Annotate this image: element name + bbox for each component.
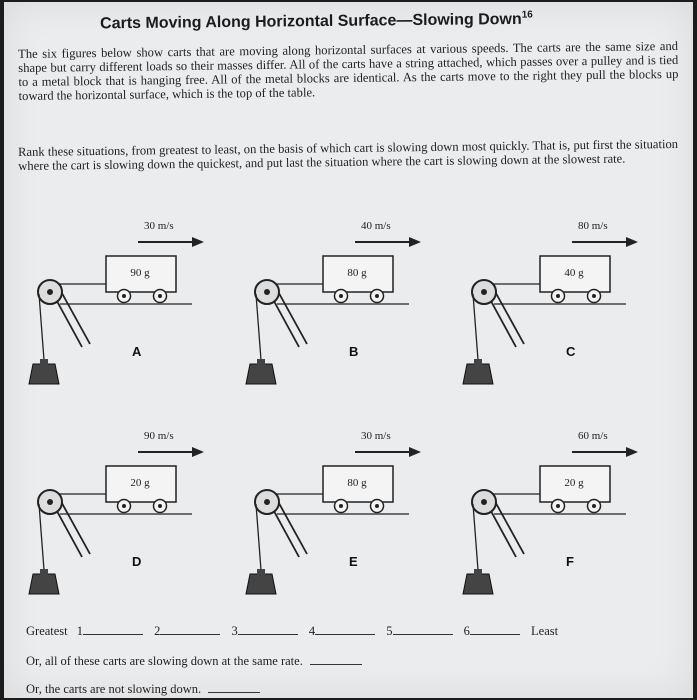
figure-letter: C	[566, 344, 576, 359]
hanging-string	[256, 504, 261, 570]
figure-d	[20, 422, 240, 607]
arrow-head	[409, 237, 421, 247]
rank-slot-number: 4	[308, 624, 316, 638]
metal-block	[246, 364, 276, 384]
cart-mass-label: 80 g	[347, 477, 367, 489]
page-title: Carts Moving Along Horizontal Surface—Slowing Down$^{16}$	[100, 9, 533, 33]
rank-slot-number: 3	[231, 624, 238, 638]
pulley-bracket	[492, 286, 524, 344]
arrow-head	[192, 447, 204, 457]
pulley-bracket	[275, 286, 307, 344]
figure-letter: E	[349, 554, 358, 569]
wheel-hub	[122, 504, 126, 508]
rank-slot-number: 5	[386, 624, 393, 638]
cart-speed-label: 90 m/s	[144, 430, 174, 442]
rank-slot-number: 2	[154, 624, 161, 638]
figure-letter: A	[132, 344, 142, 359]
metal-block	[29, 574, 59, 594]
cart-speed-label: 30 m/s	[144, 220, 174, 232]
cart-mass-label: 40 g	[564, 267, 584, 279]
hanging-string	[39, 294, 44, 360]
pulley-axle	[47, 289, 53, 295]
instructions-paragraph: Rank these situations, from greatest to least, on the basis of which cart is slowing down most quickly. That is, put first the situation where the cart is slowing down the quickest, and put last the situation where the cart is slowing down at the slowest rate.	[18, 136, 679, 173]
figure-b	[237, 212, 457, 397]
wheel-hub	[375, 504, 379, 508]
figure-letter: B	[349, 344, 359, 359]
figure-letter: D	[132, 554, 142, 569]
block-hook	[474, 569, 482, 575]
rank-blank-4[interactable]	[315, 624, 375, 635]
cart-mass-label: 80 g	[347, 267, 367, 279]
pulley-bracket	[58, 496, 90, 554]
pulley-bracket	[275, 496, 307, 554]
wheel-hub	[592, 504, 596, 508]
rank-blank-1[interactable]	[83, 624, 143, 635]
block-hook	[40, 569, 48, 575]
pulley-axle	[264, 499, 270, 505]
pulley-axle	[47, 499, 53, 505]
not-slowing-text: Or, the carts are not slowing down.	[26, 682, 202, 696]
metal-block	[29, 364, 59, 384]
wheel-hub	[339, 504, 343, 508]
cart-speed-label: 40 m/s	[361, 220, 391, 232]
cart-mass-label: 20 g	[564, 477, 584, 489]
ranking-row	[26, 624, 558, 639]
figure-e	[237, 422, 457, 607]
rank-blank-5[interactable]	[393, 624, 453, 635]
worksheet	[4, 2, 693, 698]
arrow-head	[192, 237, 204, 247]
cart-mass-label: 20 g	[130, 477, 150, 489]
cart-speed-label: 30 m/s	[361, 430, 391, 442]
figure-letter: F	[566, 554, 574, 569]
wheel-hub	[122, 294, 126, 298]
same-rate-option	[26, 654, 362, 669]
figure-a	[20, 212, 240, 397]
cart-pulley-diagram	[20, 212, 240, 397]
cart-speed-label: 60 m/s	[578, 430, 608, 442]
rank-slot-number: 6	[463, 624, 470, 638]
cart-pulley-diagram	[454, 212, 674, 397]
arrow-head	[626, 237, 638, 247]
wheel-hub	[375, 294, 379, 298]
pulley-axle	[481, 499, 487, 505]
metal-block	[463, 364, 493, 384]
wheel-hub	[556, 504, 560, 508]
ranking-least-label: Least	[531, 624, 559, 638]
block-hook	[257, 359, 265, 365]
wheel-hub	[158, 294, 162, 298]
cart-speed-label: 80 m/s	[578, 220, 608, 232]
pulley-bracket	[58, 286, 90, 344]
cart-mass-label: 90 g	[130, 267, 150, 279]
rank-blank-2[interactable]	[160, 624, 220, 635]
footnote-mark: 16	[521, 9, 533, 21]
hanging-string	[473, 504, 478, 570]
hanging-string	[39, 504, 44, 570]
metal-block	[463, 574, 493, 594]
cart-pulley-diagram	[237, 422, 457, 607]
wheel-hub	[592, 294, 596, 298]
metal-block	[246, 574, 276, 594]
cart-pulley-diagram	[20, 422, 240, 607]
arrow-head	[409, 447, 421, 457]
rank-blank-6[interactable]	[470, 624, 520, 635]
cart-pulley-diagram	[454, 422, 674, 607]
figure-c	[454, 212, 674, 397]
intro-paragraph: The six figures below show carts that are moving along horizontal surfaces at various speeds. The carts are the same size and shape but carry different loads so their masses differ. All of the carts have a string attached, which passes over a pulley and is tied to a metal block that is hanging free. All of the metal blocks are identical. As the carts move to the right they pull the blocks up toward the horizontal surface, which is the top of the table.	[18, 38, 679, 103]
block-hook	[257, 569, 265, 575]
same-rate-blank[interactable]	[310, 654, 362, 665]
pulley-bracket	[492, 496, 524, 554]
block-hook	[474, 359, 482, 365]
not-slowing-blank[interactable]	[208, 682, 260, 693]
pulley-axle	[264, 289, 270, 295]
wheel-hub	[158, 504, 162, 508]
wheel-hub	[556, 294, 560, 298]
hanging-string	[256, 294, 261, 360]
rank-slot-number: 1	[76, 624, 84, 638]
rank-blank-3[interactable]	[238, 624, 298, 635]
cart-pulley-diagram	[237, 212, 457, 397]
pulley-axle	[481, 289, 487, 295]
same-rate-text: Or, all of these carts are slowing down at the same rate.	[26, 654, 303, 668]
not-slowing-option	[26, 682, 260, 697]
figure-f	[454, 422, 674, 607]
hanging-string	[473, 294, 478, 360]
block-hook	[40, 359, 48, 365]
wheel-hub	[339, 294, 343, 298]
ranking-greatest-label: Greatest	[26, 624, 68, 638]
arrow-head	[626, 447, 638, 457]
